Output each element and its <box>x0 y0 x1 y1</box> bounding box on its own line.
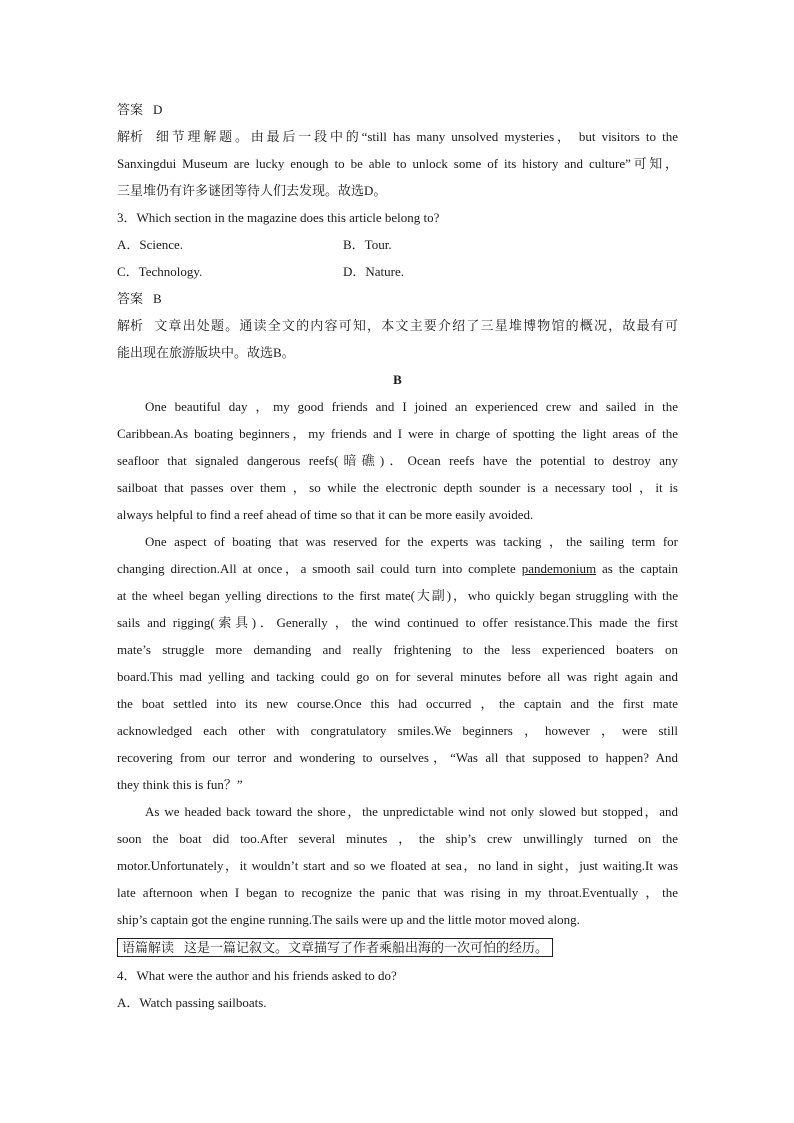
passage-line: always helpful to find a reef ahead of time so that it can be more easily avoided. <box>117 507 534 522</box>
passage-line: recovering from our terror and wondering to ourselves，“Was all that supposed to happen? And <box>117 750 678 765</box>
q3-answer-line <box>117 285 678 312</box>
passage-line: motor.Unfortunately，it wouldn’t start and so we floated at sea，no land in sight，just waiting.It was <box>117 858 678 873</box>
analysis-label: 解析 <box>117 318 144 333</box>
passage-line: ship’s captain got the engine running.The sails were up and the little motor moved along. <box>117 912 580 927</box>
passage-line: seafloor that signaled dangerous reefs(暗礁)．Ocean reefs have the potential to destroy any <box>117 453 678 468</box>
q3-options-row-2 <box>117 258 678 285</box>
q2-analysis-line-1: 解析 细节理解题。由最后一段中的“still has many unsolved mysteries， but visitors to the <box>117 123 678 150</box>
passage-line: the boat settled into its new course.Once this had occurred ，the captain and the first mate <box>117 696 678 711</box>
q3-option-c: C．Technology. <box>117 264 203 279</box>
q3-option-d: D．Nature. <box>343 264 405 279</box>
guide-text: 这是一篇记叙文。文章描写了作者乘船出海的一次可怕的经历。 <box>184 940 549 955</box>
q3-options-row-1 <box>117 231 678 258</box>
passage-line: at the wheel began yelling directions to the first mate(大副)，who quickly began struggling with the <box>117 588 678 603</box>
page-content <box>117 96 678 1016</box>
passage-line: changing direction.All at once，a smooth sail could turn into complete pandemonium as the captain <box>117 561 679 576</box>
passage-line: Caribbean.As boating beginners，my friends and I were in charge of spotting the light areas of the <box>117 426 678 441</box>
q2-answer: D <box>153 102 163 117</box>
q4-option-a: A．Watch passing sailboats. <box>117 995 267 1010</box>
guide-box-row <box>117 933 678 962</box>
passage-line: late afternoon when I began to recognize the panic that was rising in my throat.Eventually ，the <box>117 885 678 900</box>
q3-answer: B <box>153 291 162 306</box>
passage-line: soon the boat did too.After several minutes ，the ship’s crew unwillingly turned on the <box>117 831 678 846</box>
q3-option-b: B．Tour. <box>343 237 392 252</box>
q3-analysis-line-1: 解析 文章出处题。通读全文的内容可知，本文主要介绍了三星堆博物馆的概况，故最有可 <box>117 312 678 339</box>
q3-analysis-line-2: 能出现在旅游版块中。故选B。 <box>117 345 295 360</box>
passage-line: One aspect of boating that was reserved for the experts was tacking ，the sailing term for <box>145 534 678 549</box>
q2-analysis-line-3: 三星堆仍有许多谜团等待人们去发现。故选D。 <box>117 183 387 198</box>
analysis-label: 解析 <box>117 129 144 144</box>
q2-analysis-line-2: Sanxingdui Museum are lucky enough to be able to unlock some of its history and culture”可知， <box>117 156 678 171</box>
q3-option-a: A．Science. <box>117 237 184 252</box>
answer-label: 答案 <box>117 102 144 117</box>
passage-guide-box <box>117 938 553 957</box>
q3-question: 3．Which section in the magazine does this article belong to? <box>117 210 440 225</box>
guide-label: 语篇解读 <box>122 940 175 955</box>
passage-line: board.This mad yelling and tacking could go on for several minutes before all was right again and <box>117 669 678 684</box>
q2-answer-line <box>117 96 678 123</box>
passage-line: mate’s struggle more demanding and really frightening to the less experienced boaters on <box>117 642 678 657</box>
passage-line: they think this is fun？” <box>117 777 243 792</box>
q4-question: 4．What were the author and his friends asked to do? <box>117 968 397 983</box>
answer-label: 答案 <box>117 291 144 306</box>
passage-line: As we headed back toward the shore，the unpredictable wind not only slowed but stopped，and <box>145 804 678 819</box>
section-title: B <box>393 372 402 387</box>
underlined-word: pandemonium <box>521 561 597 576</box>
passage-line: acknowledged each other with congratulatory smiles.We beginners ，however ，were still <box>117 723 678 738</box>
passage-line: One beautiful day ，my good friends and I joined an experienced crew and sailed in the <box>145 399 678 414</box>
passage-line: sails and rigging(索具)．Generally ，the wind continued to offer resistance.This made the first <box>117 615 678 630</box>
passage-line: sailboat that passes over them ，so while the electronic depth sounder is a necessary tool ，it is <box>117 480 678 495</box>
